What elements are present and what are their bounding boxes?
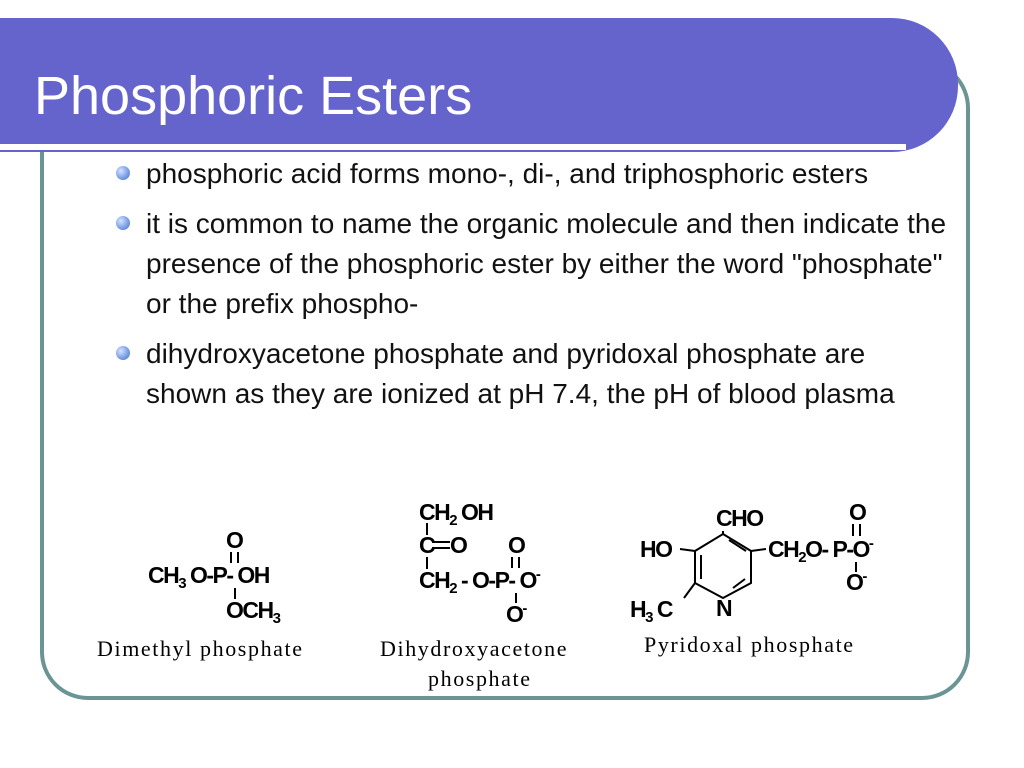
methyl-carbon: C (651, 596, 672, 622)
subscript-2: 2 (798, 549, 806, 566)
phosphoryl-top-oxygen: O (849, 499, 866, 525)
pyridoxal-phosphate-structure (630, 499, 874, 657)
substituent-bond (680, 549, 695, 551)
hydroxyl-group: OH (456, 499, 493, 525)
subscript-3: 3 (178, 575, 186, 592)
ch2-group: CH (419, 567, 450, 593)
negative-charge: - (535, 566, 540, 583)
phosphate-bottom-oxygen-row (506, 600, 527, 627)
ch2oh-group-row (419, 499, 493, 529)
phosphoryl-top-oxygen: O (508, 532, 525, 558)
subscript-2: 2 (449, 512, 457, 529)
aldehyde-group: CHO (716, 505, 763, 531)
phosphate-chain: - O-P- O (456, 567, 536, 593)
ch2-phosphate-chain (768, 535, 874, 566)
och3-group-row (226, 597, 281, 627)
subscript-2: 2 (449, 580, 457, 597)
carbonyl-carbon: C (419, 532, 435, 558)
methyl-hydrogen: H (630, 596, 646, 622)
negative-charge: - (868, 535, 873, 552)
slide-title: Phosphoric Esters (34, 66, 473, 126)
hydroxyl-group: HO (640, 536, 672, 562)
phosphate-bottom-oxygen: O (846, 569, 863, 595)
pyridine-ring (695, 534, 751, 598)
subscript-3: 3 (272, 610, 280, 627)
bullet-text: it is common to name the organic molecule and then indicate the presence of the phosphoric ester by either the word "phosphate" or the prefix phospho- (146, 208, 947, 319)
bullet-text: phosphoric acid forms mono-, di-, and triphosphoric esters (146, 158, 869, 189)
dimethyl-phosphate-structure (97, 527, 304, 661)
ch2-phosphate-chain (419, 566, 541, 597)
caption-pyridoxal-phosphate: Pyridoxal phosphate (644, 632, 855, 657)
caption-dimethyl-phosphate: Dimethyl phosphate (97, 636, 304, 661)
caption-dhap-line-2: phosphate (428, 666, 532, 691)
phosphate-bottom-oxygen: O (506, 601, 523, 627)
negative-charge: - (522, 600, 526, 617)
phosphate-chain: O- P-O (805, 536, 869, 562)
dimethyl-top-oxygen: O (226, 527, 243, 553)
methyl-group-row (630, 596, 673, 626)
negative-charge: - (862, 568, 866, 585)
caption-dhap-line-1: Dihydroxyacetone (380, 636, 569, 661)
phosphate-bottom-oxygen-row (846, 568, 867, 595)
ch2-group: CH (419, 499, 450, 525)
substituent-bond (684, 583, 695, 598)
ch2-group: CH (768, 536, 799, 562)
och3-group: OCH (226, 597, 273, 623)
ester-core: O-P- OH (185, 562, 269, 588)
substituent-bond (751, 549, 766, 551)
dhap-structure (380, 499, 568, 691)
subscript-3: 3 (645, 609, 652, 626)
ch3-group: CH (148, 562, 179, 588)
ring-nitrogen: N (716, 595, 732, 621)
carbonyl-oxygen: O (450, 532, 467, 558)
bullet-text: dihydroxyacetone phosphate and pyridoxal phosphate are shown as they are ionized at pH 7.4, the pH of blood plasma (146, 338, 895, 409)
dimethyl-formula-row (148, 562, 270, 592)
